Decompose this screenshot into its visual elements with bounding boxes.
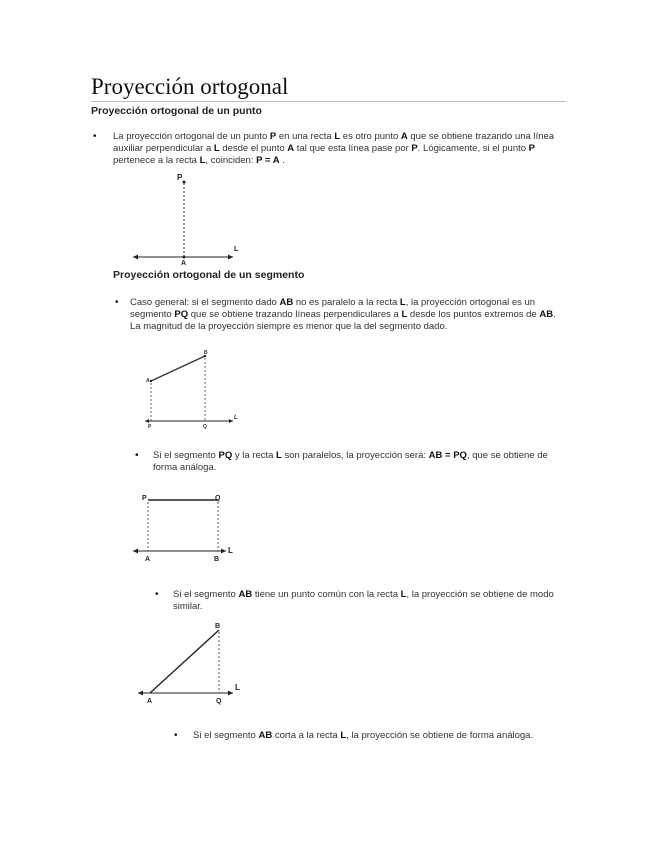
arrow-right-icon [221,549,226,554]
arrow-left-icon [138,691,143,696]
bullet-marker: • [174,730,178,741]
bullet-marker: • [115,297,119,308]
label-a: A [147,698,153,705]
paragraph-parallel-case: Si el segmento PQ y la recta L son paralelos, la proyección será: AB = PQ, que se obtiene de forma análoga. [153,450,548,473]
heading-segment-projection: Proyección ortogonal de un segmento [113,269,305,281]
paragraph-common-point-case: Si el segmento AB tiene un punto común con la recta L, la proyección se obtiene de modo similar. [173,589,554,612]
label-q: Q [215,495,221,502]
label-a: A [181,260,187,266]
title-divider [91,101,566,102]
bullet-marker: • [93,131,97,142]
label-p: P [142,495,147,502]
label-q: Q [216,698,222,705]
arrow-right-icon [228,691,233,696]
paragraph-crossing-case: Si el segmento AB corta a la recta L, la proyección se obtiene de forma análoga. [193,730,534,741]
label-l: L [234,246,239,253]
bullet-marker: • [155,589,159,600]
figure-common-point-case [133,618,248,708]
label-b: B [215,623,221,630]
label-l: L [235,683,240,692]
bullet-marker: • [135,450,139,461]
heading-point-projection: Proyección ortogonal de un punto [91,105,262,117]
figure-point-projection [125,168,250,266]
label-l: L [228,546,233,555]
arrow-right-icon [228,255,233,260]
arrow-right-icon [229,419,233,423]
point-a [183,256,186,259]
label-a: A [145,556,151,563]
segment-ab [151,356,205,381]
label-b: B [204,350,208,356]
label-q: Q [203,424,207,430]
label-a: A [146,378,150,384]
arrow-left-icon [133,549,138,554]
figure-parallel-case [128,490,246,570]
label-p: P [177,173,183,182]
page-title: Proyección ortogonal [91,74,289,99]
point-a [150,380,152,382]
label-b: B [214,556,220,563]
label-p: P [148,424,152,430]
figure-general-case [143,346,243,432]
label-l: L [234,415,238,421]
arrow-left-icon [133,255,138,260]
point-p [183,181,186,184]
paragraph-point-projection: La proyección ortogonal de un punto P en una recta L es otro punto A que se obtiene trazando una línea auxiliar perpendicular a L desde el punto A tal que esta línea pase por P. Lógicamente, si el punto P pertenece a la recta L, coinciden: P = A . [113,131,555,166]
arrow-left-icon [145,419,149,423]
paragraph-general-case: Caso general: si el segmento dado AB no es paralelo a la recta L, la proyección ortogonal es un segmento PQ que se obtiene trazando líneas perpendiculares a L desde los puntos extremos de AB. La magnitud de la proyección siempre es menor que la del segmento dado. [130,297,556,332]
segment-ab [150,630,219,693]
